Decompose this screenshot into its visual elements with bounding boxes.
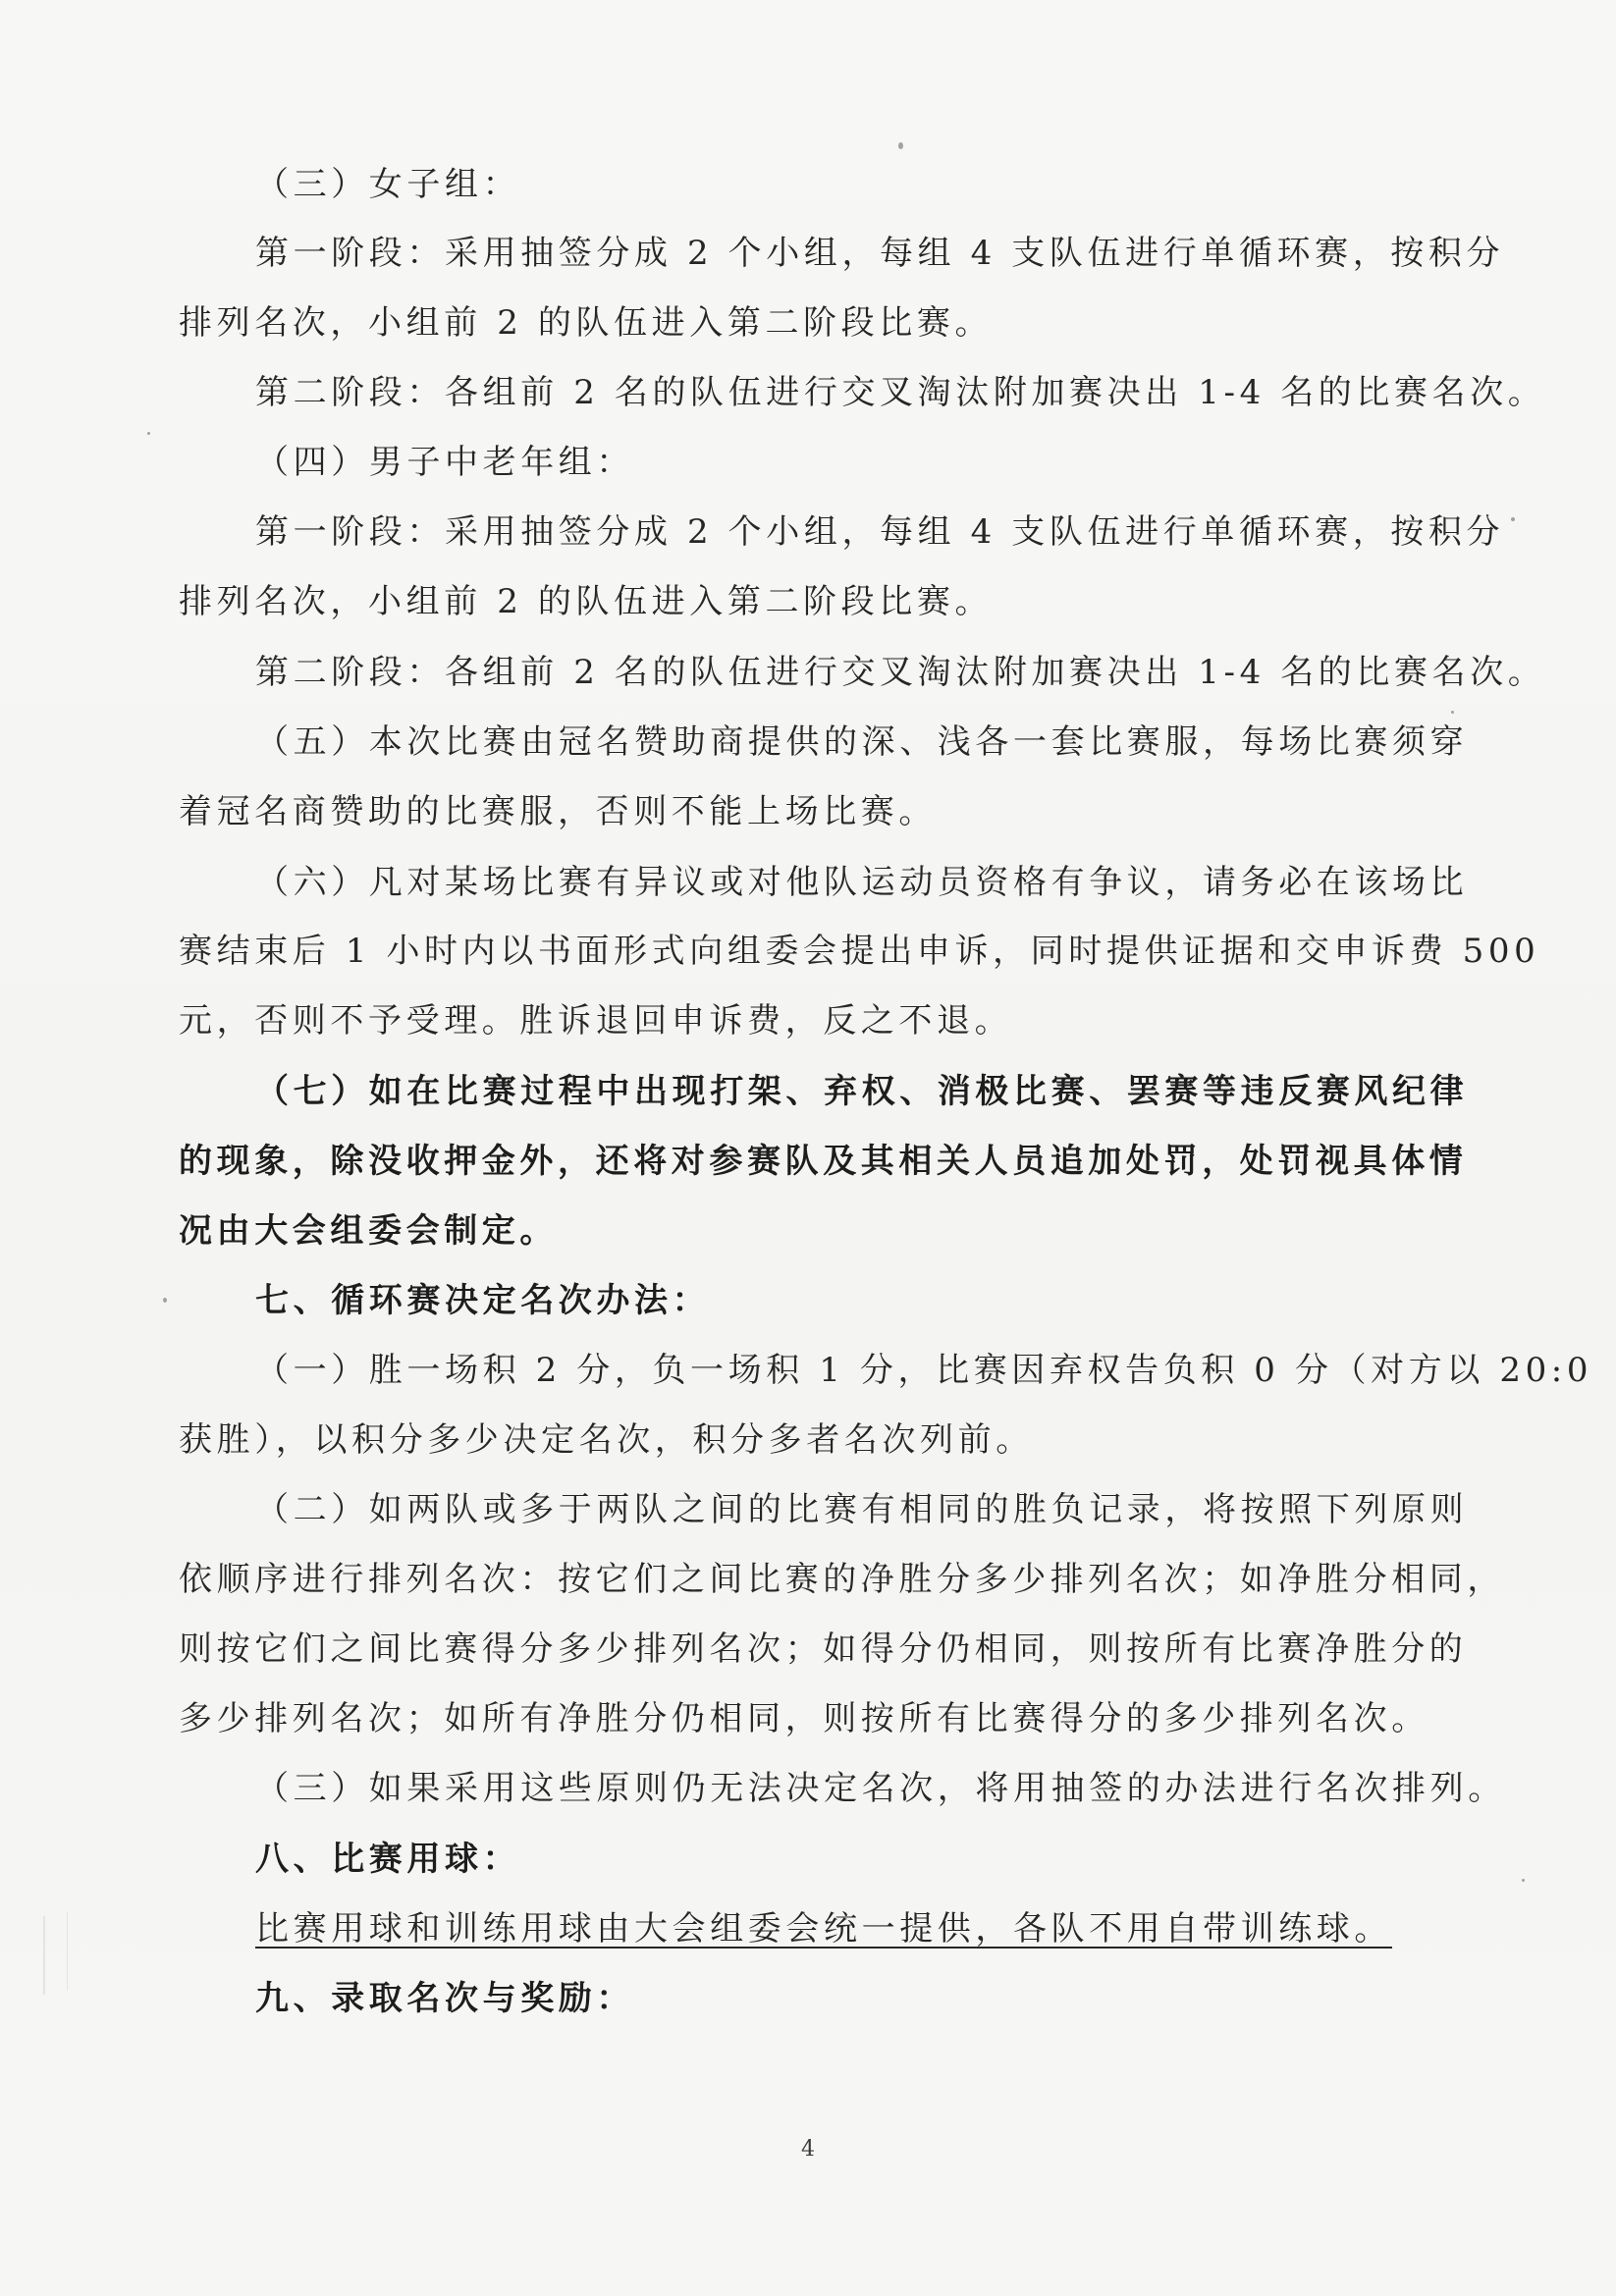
paragraph-line: 则按它们之间比赛得分多少排列名次；如得分仍相同，则按所有比赛净胜分的 bbox=[179, 1629, 1468, 1669]
paragraph-line: （四）男子中老年组： bbox=[255, 443, 634, 482]
paragraph-line: 排列名次，小组前 2 的队伍进入第二阶段比赛。 bbox=[179, 582, 994, 621]
paragraph-line: 获胜），以积分多少决定名次，积分多者名次列前。 bbox=[179, 1420, 1034, 1460]
scan-speck bbox=[163, 1298, 167, 1303]
paragraph-line: 依顺序进行排列名次：按它们之间比赛的净胜分多少排列名次；如净胜分相同， bbox=[179, 1560, 1505, 1599]
paragraph-line: 着冠名商赞助的比赛服，否则不能上场比赛。 bbox=[179, 792, 937, 831]
paragraph-line: 第一阶段：采用抽签分成 2 个小组，每组 4 支队伍进行单循环赛，按积分 bbox=[255, 512, 1505, 552]
page-number: 4 bbox=[801, 2137, 815, 2162]
paragraph-line: 第一阶段：采用抽签分成 2 个小组，每组 4 支队伍进行单循环赛，按积分 bbox=[255, 234, 1505, 273]
paragraph-line: 排列名次，小组前 2 的队伍进入第二阶段比赛。 bbox=[179, 303, 994, 343]
paragraph-line: （五）本次比赛由冠名赞助商提供的深、浅各一套比赛服，每场比赛须穿 bbox=[255, 722, 1469, 762]
paragraph-line: （三）女子组： bbox=[255, 165, 521, 204]
scan-speck bbox=[898, 142, 903, 149]
section-heading: 九、录取名次与奖励： bbox=[255, 1979, 634, 2018]
paragraph-line: （三）如果采用这些原则仍无法决定名次，将用抽签的办法进行名次排列。 bbox=[255, 1769, 1506, 1808]
scan-speck bbox=[1511, 517, 1515, 521]
paragraph-line: 赛结束后 1 小时内以书面形式向组委会提出申诉，同时提供证据和交申诉费 500 bbox=[179, 932, 1540, 971]
scan-speck bbox=[1522, 1879, 1525, 1882]
section-heading: 八、比赛用球： bbox=[255, 1840, 521, 1879]
bold-paragraph-line: 况由大会组委会制定。 bbox=[179, 1211, 558, 1251]
paragraph-line: 元，否则不予受理。胜诉退回申诉费，反之不退。 bbox=[179, 1001, 1013, 1041]
faint-scan-mark bbox=[43, 1912, 68, 1995]
scan-speck bbox=[1451, 711, 1454, 714]
paragraph-line: （二）如两队或多于两队之间的比赛有相同的胜负记录，将按照下列原则 bbox=[255, 1490, 1469, 1529]
bold-paragraph-line: （七）如在比赛过程中出现打架、弃权、消极比赛、罢赛等违反赛风纪律 bbox=[255, 1072, 1469, 1111]
paragraph-line: （六）凡对某场比赛有异议或对他队运动员资格有争议，请务必在该场比 bbox=[255, 863, 1469, 902]
underlined-paragraph-line: 比赛用球和训练用球由大会组委会统一提供，各队不用自带训练球。 bbox=[255, 1909, 1392, 1949]
section-heading: 七、循环赛决定名次办法： bbox=[255, 1281, 711, 1320]
scan-speck bbox=[147, 432, 150, 435]
paragraph-line: 第二阶段：各组前 2 名的队伍进行交叉淘汰附加赛决出 1-4 名的比赛名次。 bbox=[255, 373, 1546, 412]
paragraph-line: 多少排列名次；如所有净胜分仍相同，则按所有比赛得分的多少排列名次。 bbox=[179, 1699, 1429, 1738]
bold-paragraph-line: 的现象，除没收押金外，还将对参赛队及其相关人员追加处罚，处罚视具体情 bbox=[179, 1142, 1468, 1181]
paragraph-line: 第二阶段：各组前 2 名的队伍进行交叉淘汰附加赛决出 1-4 名的比赛名次。 bbox=[255, 653, 1546, 692]
paragraph-line: （一）胜一场积 2 分，负一场积 1 分，比赛因弃权告负积 0 分（对方以 20:0 bbox=[255, 1351, 1593, 1390]
